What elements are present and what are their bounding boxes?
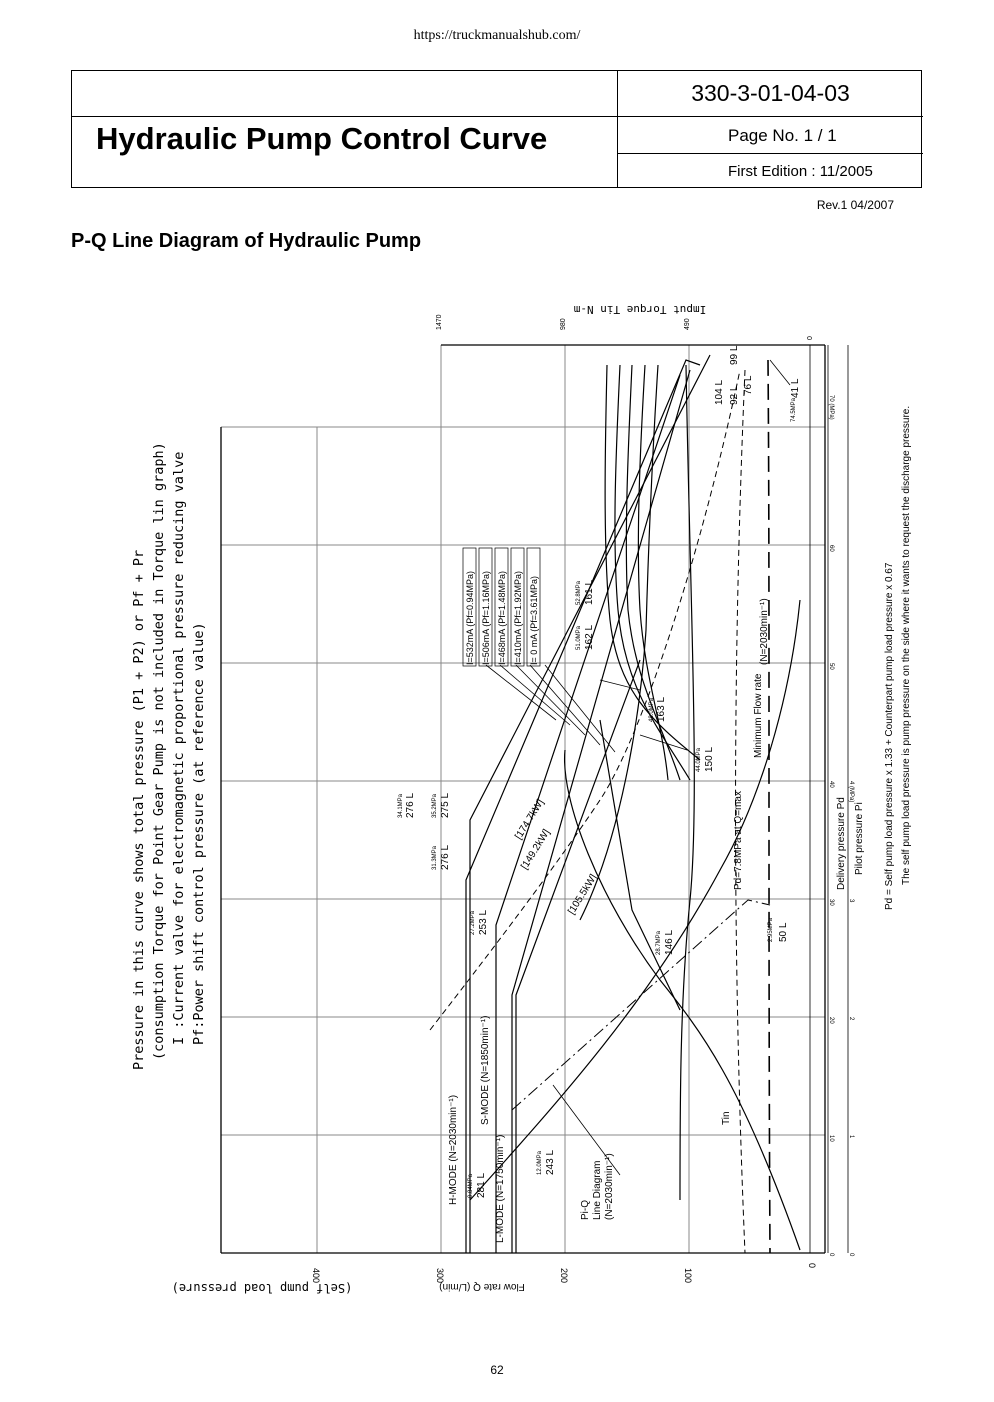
point-flow: 281 L: [476, 1172, 487, 1198]
power-label: [174.7kW]: [513, 797, 547, 842]
note-line: I :Current valve for electromagnetic proportional pressure reducing valve: [171, 451, 187, 1045]
point-flow: 276 L: [405, 792, 416, 818]
note-line: Pf:Power shift control pressure (at reference value): [191, 622, 207, 1045]
point-pressure: 2.95MPa: [768, 917, 774, 942]
point-pressure: 35.2MPa: [432, 793, 438, 818]
point-flow: 161 L: [584, 579, 595, 605]
point-flow: 243 L: [545, 1149, 556, 1175]
torque-tick: 1470: [436, 314, 443, 330]
power-label: [105.5kW]: [566, 872, 600, 917]
l-mode-label: L-MODE (N=1750min⁻¹): [495, 1134, 506, 1243]
min-flow-label: Minimum Flow rate: [753, 673, 764, 758]
pi-tick: 4 (MPa): [848, 781, 854, 803]
pi-tick: 0: [848, 1253, 854, 1257]
pd-tick: 70 (MPa): [828, 395, 834, 420]
pd-tick: 10: [828, 1135, 834, 1142]
point-pressure: 12.0MPa: [537, 1150, 543, 1175]
edition-field: First Edition : 11/2005: [728, 163, 873, 180]
torque-curves: [470, 365, 800, 1250]
current-label: I=532mA (Pf=0.94MPa): [465, 570, 475, 665]
point-pressure: 52.8MPa: [576, 580, 582, 605]
point-pressure: 48.0MPa: [649, 697, 655, 722]
pi-q-subtitle: Line Diagram: [592, 1160, 603, 1220]
point-flow: 276 L: [440, 844, 451, 870]
pd-tick: 60: [828, 545, 834, 552]
h-mode-label: H-MODE (N=2030min⁻¹): [448, 1094, 459, 1205]
flow-tick: 100: [683, 1268, 693, 1284]
minimum-flow-line: [768, 360, 770, 1253]
pd-max-label: Pd=7.8MPa at Q=max: [733, 791, 744, 890]
pd-tick: 30: [828, 899, 834, 906]
s-mode-label: S-MODE (N=1850min⁻¹): [480, 1015, 491, 1125]
self-pump-label: (Self pump load pressure): [171, 1281, 353, 1295]
point-flow: 146 L: [664, 929, 675, 955]
delivery-pressure-label: Delivery pressure Pd: [836, 797, 847, 890]
point-flow: 50 L: [778, 922, 789, 942]
min-flow-speed: (N=2030min⁻¹): [759, 598, 770, 665]
point-pressure: 27.2MPa: [470, 910, 476, 935]
revision: Rev.1 04/2007: [816, 198, 894, 212]
flow-tick: 200: [559, 1268, 569, 1284]
point-flow: 104 L: [714, 379, 725, 405]
pi-q-title: Pi-Q: [580, 1200, 591, 1220]
point-pressure: 0.84MPa: [468, 1173, 474, 1198]
pd-note: Pd = Self pump load pressure x 1.33 + Counterpart pump load pressure x 0.67: [884, 562, 895, 910]
current-label: I=506mA (Pf=1.16MPa): [481, 570, 491, 665]
pd-tick: 40: [828, 781, 834, 788]
power-label: [149.2kW]: [519, 827, 553, 872]
point-pressure: 44.0MPa: [696, 747, 702, 772]
point-pressure: 28.7MPa: [656, 930, 662, 955]
current-label: I= 0 mA (Pf=3.61MPa): [529, 575, 539, 665]
point-flow: 275 L: [440, 792, 451, 818]
leader-lines: [486, 360, 790, 1175]
point-flow: 41 L: [790, 378, 801, 398]
pi-tick: 3: [848, 899, 854, 903]
document-title: Hydraulic Pump Control Curve: [96, 121, 548, 156]
point-pressure: 34.1MPa: [398, 793, 404, 818]
point-flow: 76 L: [743, 375, 754, 395]
point-flow: 99 L: [729, 345, 740, 365]
point-flow: 150 L: [704, 746, 715, 772]
pd-tick: 50: [828, 663, 834, 670]
document-number: 330-3-01-04-03: [691, 80, 850, 106]
torque-tick: 980: [560, 318, 567, 330]
pi-q-line: [512, 900, 770, 1110]
section-title: P-Q Line Diagram of Hydraulic Pump: [71, 230, 422, 252]
pq-lines: [466, 355, 710, 1253]
torque-tick: 0: [807, 336, 814, 340]
point-flow: 253 L: [478, 909, 489, 935]
pd-tick: 0: [828, 1253, 834, 1257]
pi-tick: 2: [848, 1017, 854, 1021]
current-label: I=410mA (Pf=1.92MPa): [513, 570, 523, 665]
flow-tick: 300: [435, 1268, 445, 1284]
point-flow: 162 L: [584, 624, 595, 650]
torque-axis-label: Imput Torque Tin N-m: [573, 303, 707, 316]
note-line: Pressure in this curve shows total pressure (P1 + P2) or Pf + Pr: [131, 549, 147, 1070]
point-flow: 92 L: [729, 385, 740, 405]
flow-axis-label: Flow rate Q (L/min): [439, 1281, 525, 1292]
point-flow: 163 L: [656, 696, 667, 722]
current-label: I=468mA (Pf=1.48MPa): [497, 570, 507, 665]
dashed-curves: [430, 370, 745, 1253]
pd-tick: 20: [828, 1017, 834, 1024]
point-pressure: 74.5MPa: [791, 397, 797, 422]
pd-note: The self pump load pressure is pump pressure on the side where it wants to request the discharge pressure.: [901, 405, 912, 885]
point-pressure: 51.0MPa: [576, 625, 582, 650]
pi-tick: 1: [848, 1135, 854, 1139]
tin-label: Tin: [721, 1111, 732, 1125]
flow-tick: 400: [311, 1268, 321, 1284]
point-pressure: 31.3MPa: [432, 845, 438, 870]
page-number: 62: [490, 1363, 504, 1377]
torque-tick: 490: [684, 318, 691, 330]
pilot-pressure-label: Pilot pressure Pi: [854, 802, 865, 875]
pi-q-speed: (N=2030min⁻¹): [604, 1153, 615, 1220]
source-url: https://truckmanualshub.com/: [413, 28, 581, 43]
note-line: (consumption Torque for Point Gear Pump is not included in Torque lin graph): [151, 442, 167, 1060]
page-number-field: Page No. 1 / 1: [728, 126, 837, 145]
flow-tick: 0: [807, 1263, 817, 1269]
